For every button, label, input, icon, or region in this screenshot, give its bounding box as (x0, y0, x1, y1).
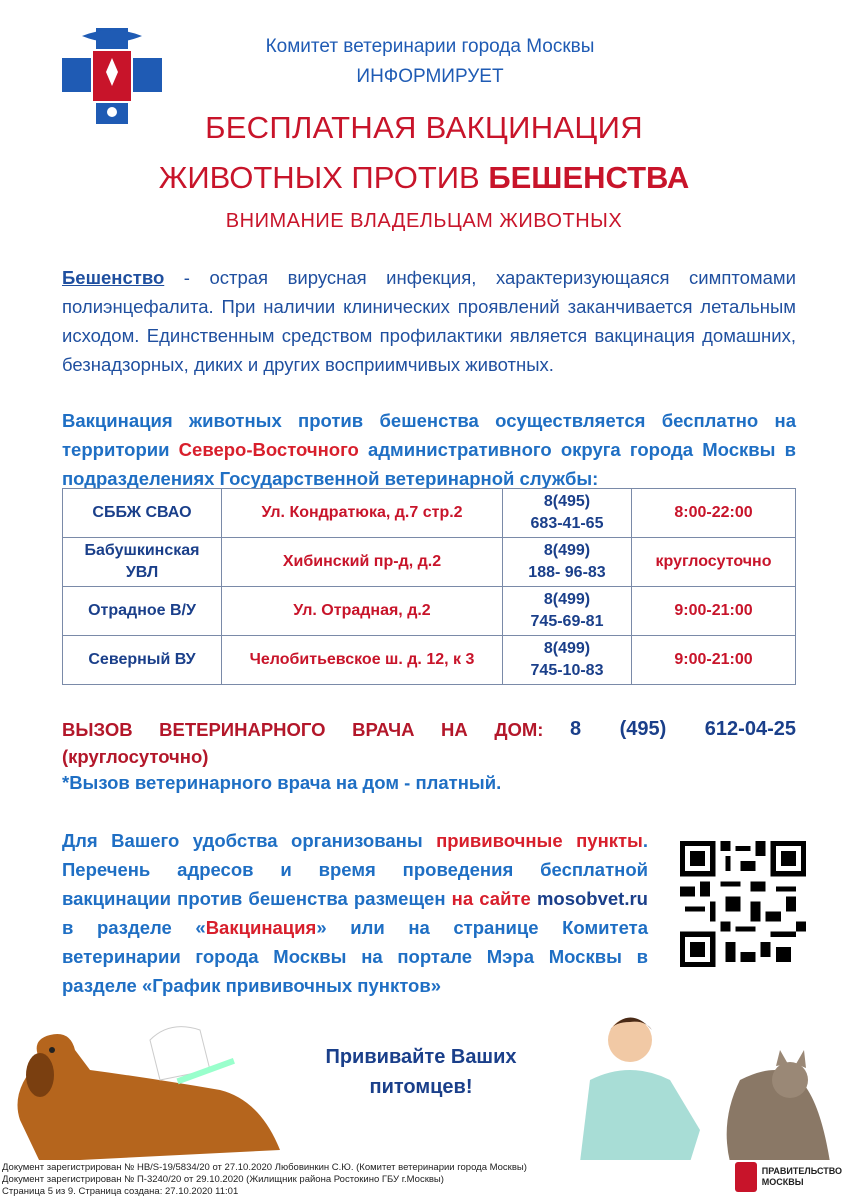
title-line3: ВНИМАНИЕ ВЛАДЕЛЬЦАМ ЖИВОТНЫХ (225, 210, 623, 232)
service-name: Отрадное В/У (88, 602, 196, 619)
home-call-hours: (круглосуточно) (62, 746, 209, 767)
cell-name (63, 636, 222, 685)
header-informs: ИНФОРМИРУЕТ (356, 66, 504, 87)
moscow-gov-logo (735, 1162, 842, 1192)
moscow-emblem-icon (735, 1162, 757, 1192)
title-line2-a: ЖИВОТНЫХ ПРОТИВ (158, 160, 489, 195)
cell-hours (632, 636, 796, 685)
slogan-line1: Прививайте Ваших (325, 1046, 517, 1068)
table-row (63, 636, 796, 685)
home-call-phone-part3: 612-04-25 (704, 718, 796, 740)
cell-phone (503, 538, 632, 587)
home-call-word3: ВРАЧА (352, 719, 415, 740)
info-district: Северо-Восточного (178, 439, 359, 460)
phone-code: 8(495) (543, 493, 591, 510)
table-row (63, 489, 796, 538)
cell-name (63, 538, 222, 587)
cell-hours (632, 538, 796, 587)
rabies-term: Бешенство (62, 267, 165, 288)
phone-code: 8(499) (543, 591, 591, 608)
home-call-word2: ВЕТЕРИНАРНОГО (159, 719, 326, 740)
home-call-phone-part1: 8 (570, 718, 582, 740)
phone-code: 8(499) (543, 640, 591, 657)
cell-name (63, 489, 222, 538)
phone-number: 745-10-83 (530, 662, 604, 679)
gov-line1: ПРАВИТЕЛЬСТВО (761, 1166, 842, 1176)
vet-services-table (62, 488, 796, 685)
service-address: Челобитьевское ш. д. 12, к 3 (249, 651, 475, 668)
conv-t4: » или на странице Комитета ветеринарии города Москвы на портале Мэра Москвы в разделе «График прививочных пунктов» (62, 917, 648, 996)
dog-vaccination-illustration (0, 1000, 310, 1162)
footer-line2: Документ зарегистрирован № П-3240/20 от 29.10.2020 (Жилищник района Ростокино ГБУ г.Москвы) (2, 1174, 444, 1185)
service-hours: 8:00-22:00 (674, 504, 753, 521)
service-name: Бабушкинская УВЛ (84, 542, 200, 581)
service-name: СББЖ СВАО (92, 504, 192, 521)
service-hours: 9:00-21:00 (674, 602, 753, 619)
home-call-word5: ДОМ: (494, 719, 544, 740)
info-paragraph (62, 406, 796, 493)
phone-code: 8(499) (543, 542, 591, 559)
cell-phone (503, 587, 632, 636)
intro-text: - острая вирусная инфекция, характеризующаяся симптомами полиэнцефалита. При наличии клинических проявлений заканчивается летальным исходом. Единственным средством профилактики является вакцинация домашних, безнадзорных, диких и других восприимчивых животных. (62, 267, 796, 375)
title-line2-b: БЕШЕНСТВА (488, 160, 690, 195)
footer-line1: Документ зарегистрирован № НВ/S-19/5834/20 от 27.10.2020 Любовинкин С.Ю. (Комитет ветеринарии города Москвы) (2, 1162, 527, 1173)
convenience-paragraph (62, 826, 648, 1000)
title-line1: БЕСПЛАТНАЯ ВАКЦИНАЦИЯ (205, 110, 643, 145)
home-call-phone-part2: (495) (619, 718, 667, 740)
gov-line2: МОСКВЫ (761, 1177, 804, 1187)
cell-phone (503, 636, 632, 685)
slogan-line2: питомцев! (369, 1076, 473, 1098)
conv-section: Вакцинация (205, 917, 317, 938)
qr-code[interactable] (680, 841, 806, 967)
website-link[interactable]: mosobvet.ru (530, 888, 648, 909)
home-call-section (62, 716, 796, 770)
conv-t2: . Перечень адресов и время проведения бесплатной вакцинации против бешенства размещен (62, 830, 648, 909)
slogan (296, 1042, 546, 1102)
header-org: Комитет ветеринарии города Москвы (265, 36, 595, 57)
conv-on-site: на сайте (451, 888, 531, 909)
info-part2: административного округа города Москвы в подразделениях Государственной ветеринарной службы: (62, 439, 796, 489)
phone-number: 683-41-65 (530, 515, 604, 532)
service-address: Ул. Отрадная, д.2 (293, 602, 431, 619)
service-hours: 9:00-21:00 (674, 651, 753, 668)
table-row (63, 538, 796, 587)
table-row (63, 587, 796, 636)
vet-with-cat-illustration (540, 1000, 848, 1162)
cell-address (222, 538, 503, 587)
service-address: Хибинский пр-д, д.2 (282, 553, 442, 570)
phone-number: 188- 96-83 (528, 564, 606, 581)
paid-note: *Вызов ветеринарного врача на дом - платный. (62, 772, 502, 793)
cell-name (63, 587, 222, 636)
conv-t3: в разделе « (62, 917, 206, 938)
service-name: Северный ВУ (88, 651, 196, 668)
cell-address (222, 489, 503, 538)
intro-paragraph (62, 263, 796, 379)
service-hours: круглосуточно (655, 553, 772, 570)
cell-address (222, 636, 503, 685)
conv-points: прививочные пункты (436, 830, 643, 851)
home-call-word1: ВЫЗОВ (62, 719, 133, 740)
phone-number: 745-69-81 (530, 613, 604, 630)
conv-t1: Для Вашего удобства организованы (62, 830, 437, 851)
footer-line3: Страница 5 из 9. Страница создана: 27.10.2020 11:01 (2, 1186, 239, 1197)
home-call-word4: НА (441, 719, 468, 740)
home-call-phone (570, 716, 796, 743)
cell-address (222, 587, 503, 636)
info-part1: Вакцинация животных против бешенства осуществляется бесплатно на территории (62, 410, 796, 460)
cell-hours (632, 587, 796, 636)
cell-phone (503, 489, 632, 538)
footer (0, 1160, 848, 1200)
service-address: Ул. Кондратюка, д.7 стр.2 (261, 504, 463, 521)
cell-hours (632, 489, 796, 538)
title-line2 (60, 160, 788, 196)
